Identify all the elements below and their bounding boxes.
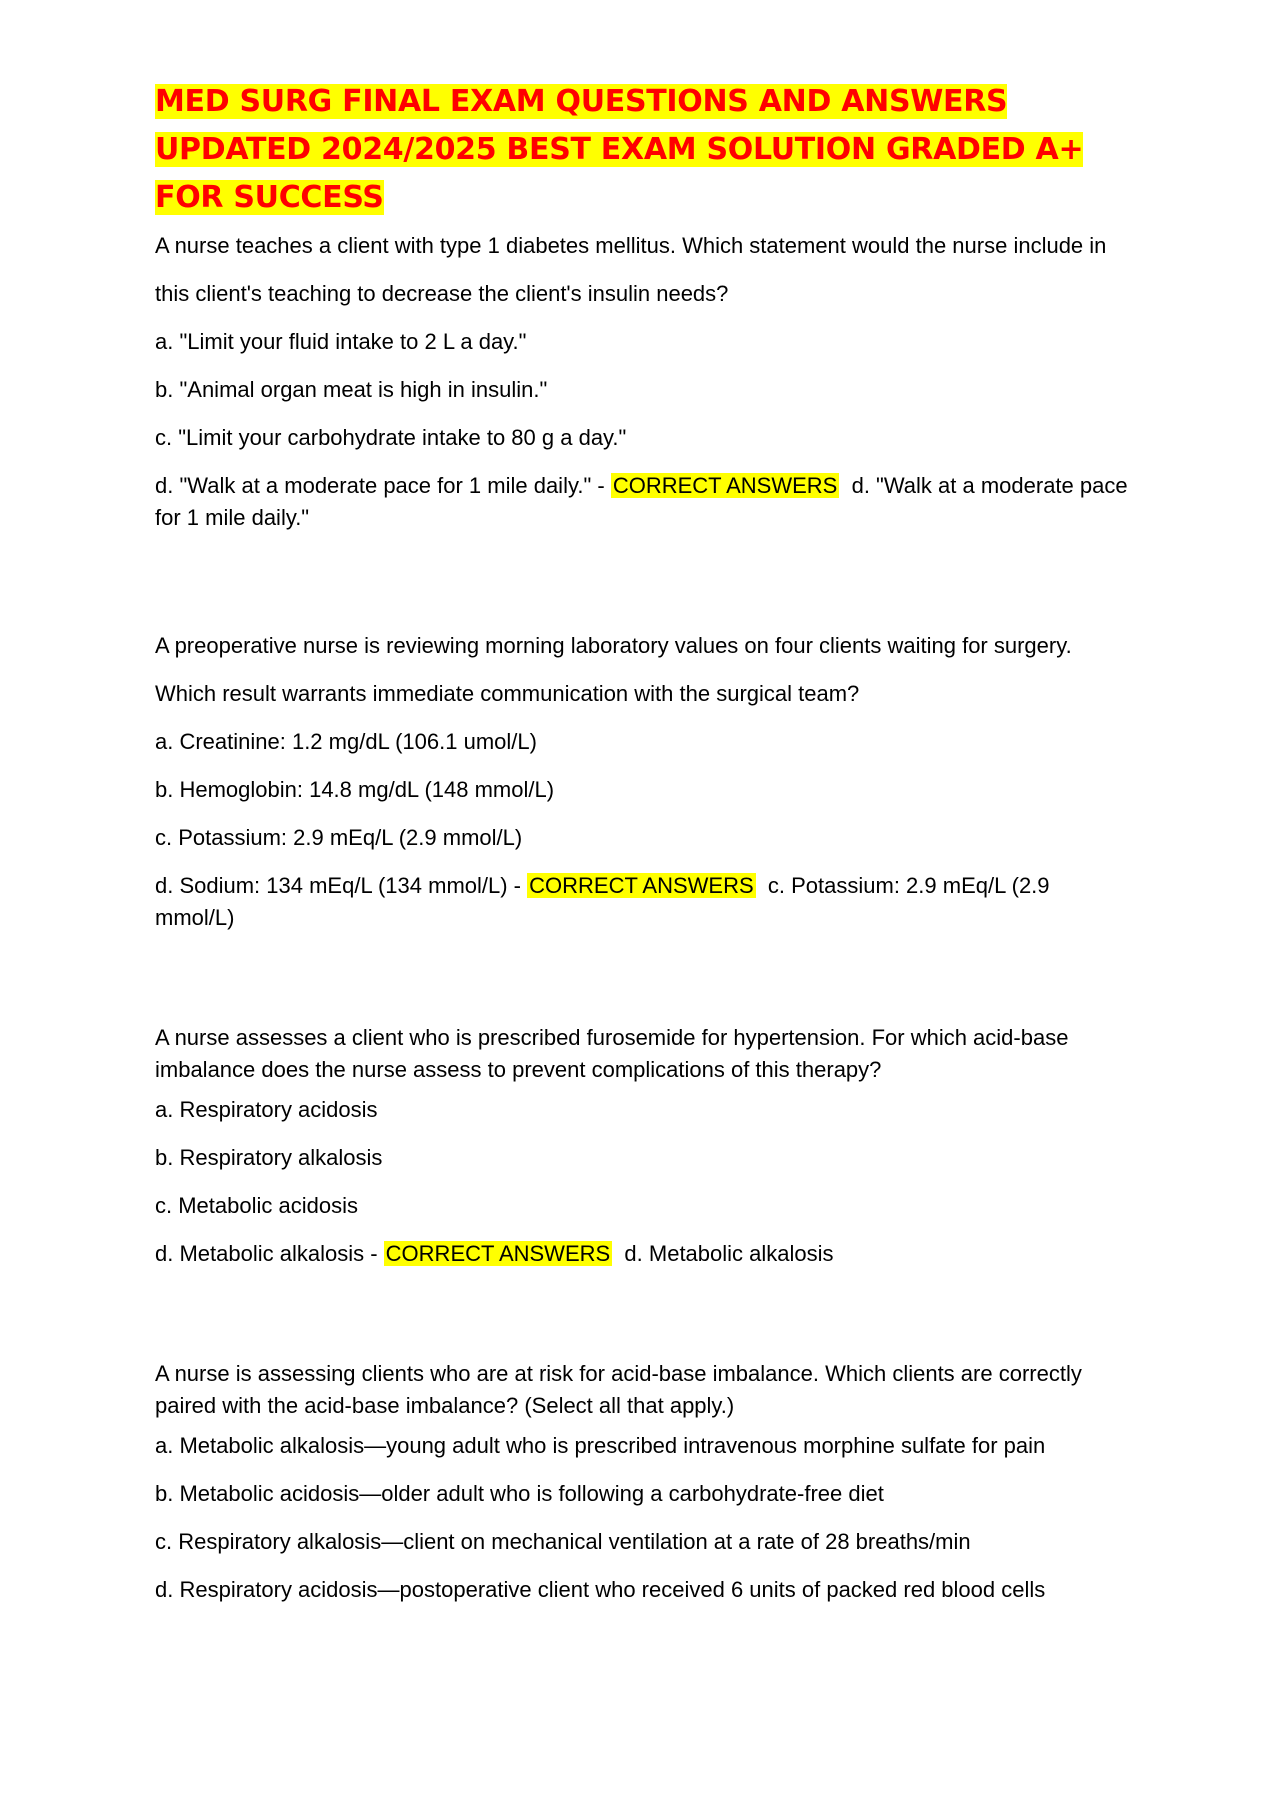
answer-option-b: b. Hemoglobin: 14.8 mg/dL (148 mmol/L) <box>155 777 555 802</box>
answer-option-d: d. Metabolic alkalosis - <box>155 1241 378 1266</box>
spacer <box>155 1270 1135 1358</box>
question-block-4 <box>155 1358 1135 1614</box>
answer-option-a: a. Respiratory acidosis <box>155 1097 378 1122</box>
answer-option-b: b. Metabolic acidosis—older adult who is following a carbohydrate-free diet <box>155 1481 884 1506</box>
document-title <box>155 78 1135 222</box>
answer-option-c: c. Potassium: 2.9 mEq/L (2.9 mmol/L) <box>155 825 523 850</box>
correct-answer-text: c. Potassium: 2.9 mEq/L (2.9 mmol/L) <box>155 873 1050 930</box>
answer-option-a: a. "Limit your fluid intake to 2 L a day." <box>155 329 527 354</box>
answer-option-d: d. Sodium: 134 mEq/L (134 mmol/L) - <box>155 873 522 898</box>
question-stem: A nurse teaches a client with type 1 diabetes mellitus. Which statement would the nurse include in this client's teaching to decrease the client's insulin needs? <box>155 233 1107 306</box>
answer-option-a: a. Creatinine: 1.2 mg/dL (106.1 umol/L) <box>155 729 537 754</box>
document-page <box>155 78 1135 1614</box>
correct-answer-text: d. "Walk at a moderate pace for 1 mile daily." <box>155 473 1128 530</box>
question-stem: A nurse is assessing clients who are at risk for acid-base imbalance. Which clients are correctly paired with the acid-base imbalance? (Select all that apply.) <box>155 1361 1082 1418</box>
answer-option-d: d. Respiratory acidosis—postoperative client who received 6 units of packed red blood cells <box>155 1577 1046 1602</box>
answer-option-c: c. Metabolic acidosis <box>155 1193 358 1218</box>
question-block-2 <box>155 622 1135 934</box>
correct-answers-marker: CORRECT ANSWERS <box>385 1241 611 1266</box>
correct-answers-marker: CORRECT ANSWERS <box>612 473 838 498</box>
spacer <box>155 934 1135 1022</box>
answer-option-c: c. "Limit your carbohydrate intake to 80 g a day." <box>155 425 627 450</box>
question-stem: A nurse assesses a client who is prescribed furosemide for hypertension. For which acid-base imbalance does the nurse assess to prevent complications of this therapy? <box>155 1025 1069 1082</box>
answer-line <box>155 862 1135 934</box>
spacer <box>155 534 1135 622</box>
question-stem: A preoperative nurse is reviewing morning laboratory values on four clients waiting for surgery. Which result warrants immediate communication with the surgical team? <box>155 633 1072 706</box>
answer-option-b: b. Respiratory alkalosis <box>155 1145 383 1170</box>
answer-option-d: d. "Walk at a moderate pace for 1 mile daily." - <box>155 473 605 498</box>
title-highlight: MED SURG FINAL EXAM QUESTIONS AND ANSWERS UPDATED 2024/2025 BEST EXAM SOLUTION GRADED A+ FOR SUCCESS <box>155 84 1084 215</box>
answer-option-c: c. Respiratory alkalosis—client on mechanical ventilation at a rate of 28 breaths/min <box>155 1529 971 1554</box>
answer-option-a: a. Metabolic alkalosis—young adult who is prescribed intravenous morphine sulfate for pain <box>155 1433 1046 1458</box>
question-block-1 <box>155 222 1135 534</box>
correct-answers-marker: CORRECT ANSWERS <box>529 873 754 898</box>
answer-line <box>155 1230 1135 1270</box>
answer-line <box>155 462 1135 534</box>
answer-option-b: b. "Animal organ meat is high in insulin." <box>155 377 548 402</box>
question-block-3 <box>155 1022 1135 1270</box>
correct-answer-text: d. Metabolic alkalosis <box>624 1241 834 1266</box>
